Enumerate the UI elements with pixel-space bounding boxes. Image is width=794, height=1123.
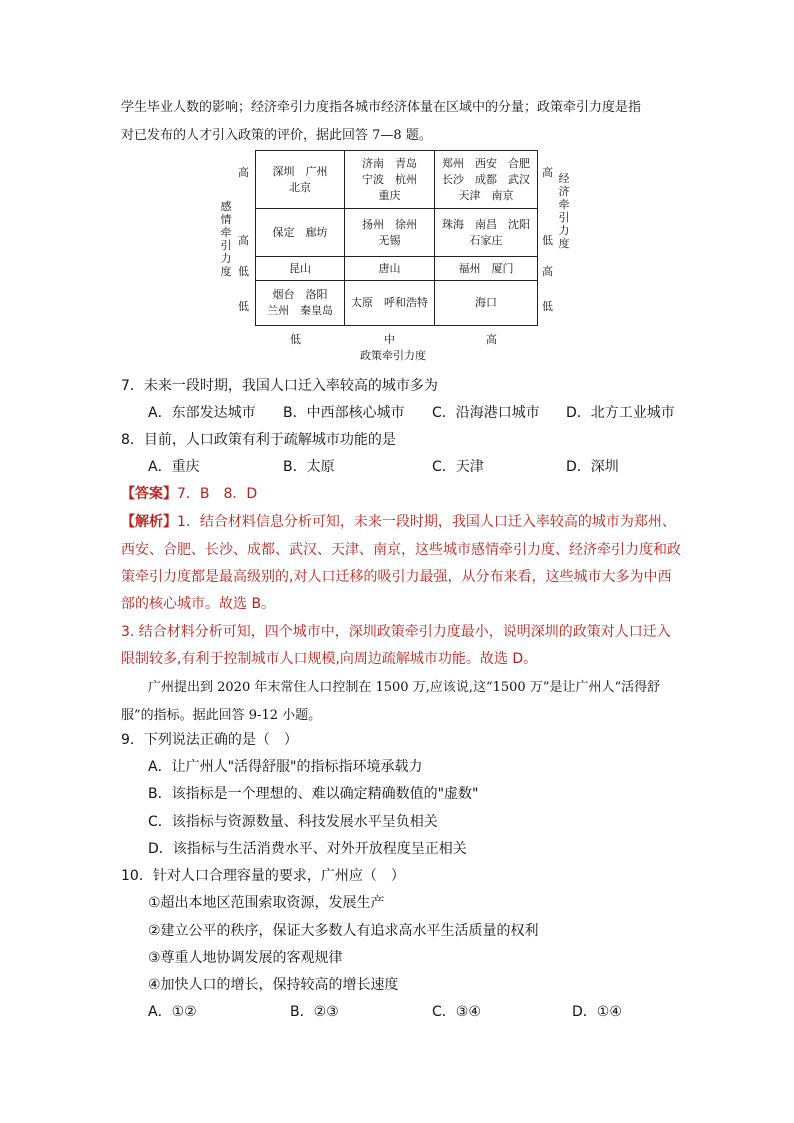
analysis-line-2: 西安、合肥、长沙、成都、武汉、天津、南京，这些城市感情牵引力度、经济牵引力度和政	[121, 542, 681, 558]
attraction-matrix-figure	[220, 150, 570, 365]
left-label-1: 高	[238, 166, 249, 179]
right-label-1: 高	[542, 166, 553, 179]
q7-option-a: A．东部发达城市	[148, 405, 256, 421]
q8-stem: 8．目前，人口政策有利于疏解城市功能的是	[121, 432, 396, 448]
left-label-2: 高	[238, 234, 249, 247]
cell-text: 兰州 秦皇岛	[267, 304, 333, 317]
q7-option-d: D．北方工业城市	[566, 405, 675, 421]
q10-option-b: B．②③	[290, 1004, 339, 1020]
analysis-label: 【解析】	[121, 514, 177, 530]
analysis-line-1	[121, 511, 676, 531]
cell-r3c3	[434, 256, 538, 281]
q7-stem: 7．未来一段时期，我国人口迁入率较高的城市多为	[121, 378, 438, 394]
cell-text: 郑州 西安 合肥	[442, 156, 530, 170]
bottom-label-mid: 中	[384, 333, 395, 346]
analysis-line-3: 策牵引力度都是最高级别的,对人口迁移的吸引力最强，从分布来看，这些城市大多为中西	[121, 569, 672, 585]
q9-option-d: D．该指标与生活消费水平、对外开放程度呈正相关	[148, 841, 467, 857]
right-label-4: 低	[542, 300, 553, 313]
cell-text: 重庆	[378, 188, 401, 202]
left-label-3: 低	[238, 265, 249, 278]
q10-option-c: C．③④	[432, 1004, 481, 1020]
cell-text: 太原 呼和浩特	[351, 296, 428, 309]
cell-text: 唐山	[378, 261, 401, 275]
right-label-3: 高	[542, 265, 553, 278]
q10-option-a: A．①②	[148, 1004, 197, 1020]
q10-item-1: ①超出本地区范围索取资源，发展生产	[148, 895, 385, 911]
q9-option-a: A．让广州人"活得舒服"的指标指环境承载力	[148, 759, 423, 775]
q9-option-b: B．该指标是一个理想的、难以确定精确数值的"虚数"	[148, 786, 479, 802]
cell-r1c2	[344, 150, 435, 209]
cell-r2c3	[434, 208, 538, 257]
cell-text: 扬州 徐州	[362, 217, 417, 231]
left-label-4: 低	[238, 300, 249, 313]
q8-option-b: B．太原	[283, 459, 335, 475]
cell-text: 昆山	[289, 261, 311, 275]
q9-stem: 9．下列说法正确的是（ ）	[121, 732, 298, 748]
q10-item-3: ③尊重人地协调发展的客观规律	[148, 950, 343, 966]
intro2-line-2: 服”的指标。据此回答 9-12 小题。	[121, 708, 322, 723]
cell-text: 长沙 成都 武汉	[442, 172, 530, 186]
cell-text: 天津 南京	[458, 188, 514, 202]
answer-text: 7．B 8．D	[177, 486, 258, 502]
q10-option-d: D．①④	[572, 1004, 622, 1020]
cell-text: 烟台 洛阳	[272, 288, 328, 301]
analysis-text: 1．结合材料信息分析可知，未来一段时期，我国人口迁入率较高的城市为郑州、	[177, 514, 676, 530]
right-axis-title: 经济牵引力度	[558, 172, 570, 250]
cell-text: 福州 厦门	[458, 261, 514, 275]
q7-option-c: C．沿海港口城市	[432, 405, 540, 421]
intro-line-2: 对已发布的人才引入政策的评价，据此回答 7—8 题。	[121, 128, 432, 143]
cell-r3c2	[344, 256, 435, 281]
cell-text: 深圳 广州	[272, 164, 328, 178]
cell-text: 石家庄	[469, 233, 503, 247]
q10-item-2: ②建立公平的秩序，保证大多数人有追求高水平生活质量的权利	[148, 923, 539, 939]
cell-r3c1	[255, 256, 345, 281]
cell-text: 济南 青岛	[362, 156, 417, 170]
cell-text: 海口	[475, 296, 497, 309]
analysis-line-5: 3. 结合材料分析可知，四个城市中，深圳政策牵引力度最小，说明深圳的政策对人口迁入	[121, 624, 671, 640]
answer-block	[121, 483, 257, 503]
analysis-line-4: 部的核心城市。故选 B。	[121, 596, 276, 612]
q10-stem: 10．针对人口合理容量的要求，广州应（ ）	[121, 868, 405, 884]
cell-r1c1	[255, 150, 345, 209]
cell-r2c2	[344, 208, 435, 257]
cell-text: 珠海 南昌 沈阳	[442, 217, 530, 231]
cell-text: 宁波 杭州	[362, 172, 417, 186]
bottom-label-high: 高	[486, 333, 497, 346]
bottom-label-low: 低	[290, 333, 301, 346]
cell-r4c2	[344, 280, 435, 326]
q7-option-b: B．中西部核心城市	[283, 405, 405, 421]
intro-line-1: 学生毕业人数的影响；经济牵引力度指各城市经济体量在区域中的分量；政策牵引力度是指	[121, 100, 642, 115]
q10-item-4: ④加快人口的增长，保持较高的增长速度	[148, 977, 399, 993]
bottom-axis-title: 政策牵引力度	[360, 349, 426, 362]
cell-r2c1	[255, 208, 345, 257]
intro2-line-1: 广州提出到 2020 年末常住人口控制在 1500 万,应该说,这“1500 万”是让广州人“活得舒	[148, 680, 661, 695]
answer-label: 【答案】	[121, 486, 177, 502]
cell-text: 无锡	[378, 233, 401, 247]
left-axis-title: 感情牵引力度	[220, 200, 232, 278]
right-label-2: 低	[542, 234, 553, 247]
q8-option-a: A．重庆	[148, 459, 200, 475]
cell-r4c1	[255, 280, 345, 326]
q8-option-d: D．深圳	[566, 459, 619, 475]
cell-r1c3	[434, 150, 538, 209]
q9-option-c: C．该指标与资源数量、科技发展水平呈负相关	[148, 814, 438, 830]
cell-r4c3	[434, 280, 538, 326]
analysis-line-6: 限制较多,有利于控制城市人口规模,向周边疏解城市功能。故选 D。	[121, 651, 538, 667]
cell-text: 保定 廊坊	[272, 225, 328, 239]
cell-text: 北京	[289, 180, 311, 194]
q8-option-c: C．天津	[432, 459, 484, 475]
